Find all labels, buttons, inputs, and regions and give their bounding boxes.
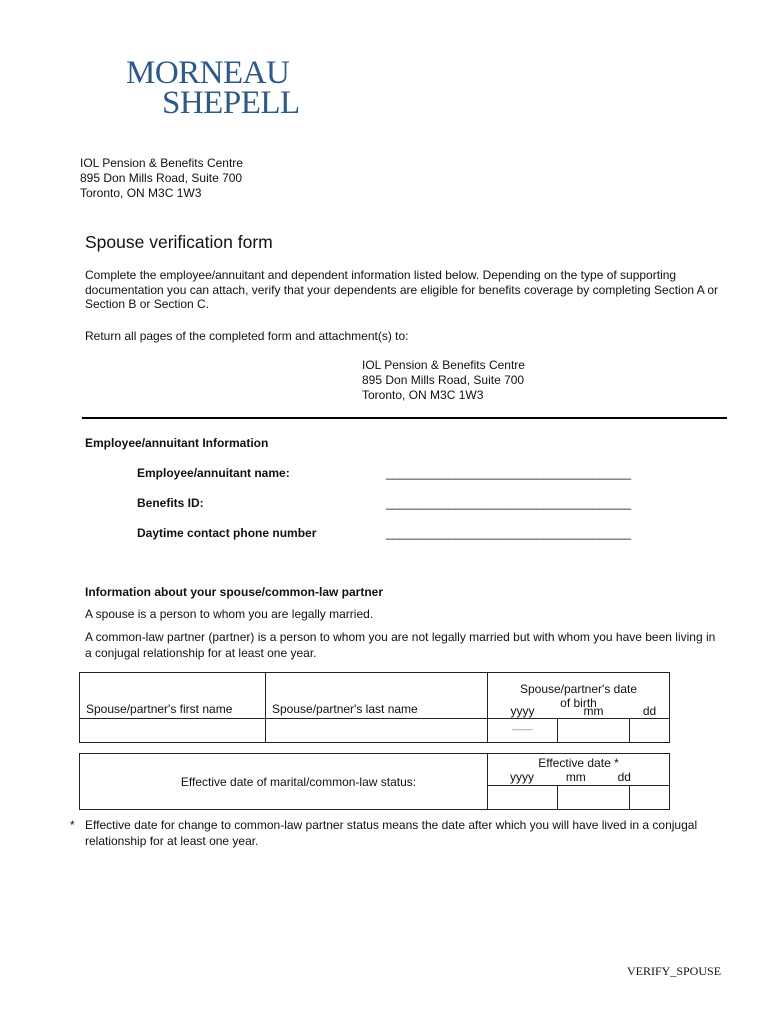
address-line: 895 Don Mills Road, Suite 700 xyxy=(80,171,243,185)
footnote-marker: * xyxy=(70,818,75,832)
benefits-id-label: Benefits ID: xyxy=(137,496,204,510)
employee-section-heading: Employee/annuitant Information xyxy=(85,436,269,450)
effective-date-table xyxy=(79,753,670,810)
intro-paragraph: Complete the employee/annuitant and dependent information listed below. Depending on the type of supporting documentation you can attach, verify that your dependents are eligible for benefits coverage by completing Section A or Section B or Section C. xyxy=(85,268,719,311)
page-title: Spouse verification form xyxy=(85,232,273,252)
effective-date-title: Effective date * xyxy=(538,755,619,770)
employee-name-field[interactable]: _______________________________________ xyxy=(386,466,631,480)
dob-month-label: mm xyxy=(583,704,604,718)
eff-day-label: dd xyxy=(617,769,631,784)
footnote-text: Effective date for change to common-law partner status means the date after which you will have lived in a conjugal relationship for at least one year. xyxy=(85,818,698,848)
dob-day-input[interactable] xyxy=(630,704,670,743)
eff-day-input[interactable] xyxy=(630,786,670,810)
dob-month-input[interactable] xyxy=(558,704,630,743)
form-code: VERIFY_SPOUSE xyxy=(627,964,722,978)
eff-year-label: yyyy xyxy=(510,769,534,784)
company-logo xyxy=(126,55,300,121)
address-line: Toronto, ON M3C 1W3 xyxy=(80,186,202,200)
dob-year-input[interactable] xyxy=(488,704,558,743)
effective-date-label: Effective date of marital/common-law status: xyxy=(80,754,488,810)
phone-field[interactable]: _______________________________________ xyxy=(386,526,631,540)
eff-year-input[interactable] xyxy=(488,786,558,810)
logo-line-2: SHEPELL xyxy=(162,85,300,121)
section-divider xyxy=(82,417,727,419)
dob-year-label: yyyy xyxy=(510,704,535,718)
common-law-definition: A common-law partner (partner) is a person to whom you are not legally married but with whom you have been living in a conjugal relationship for at least one year. xyxy=(85,630,716,660)
first-name-header: Spouse/partner's first name xyxy=(80,673,266,719)
first-name-input[interactable] xyxy=(80,719,266,743)
dob-header: Spouse/partner's date of birth xyxy=(488,673,670,719)
logo-line-1: MORNEAU xyxy=(126,55,290,91)
eff-month-input[interactable] xyxy=(558,786,630,810)
address-line: Toronto, ON M3C 1W3 xyxy=(362,388,484,402)
spouse-section-heading: Information about your spouse/common-law partner xyxy=(85,585,384,599)
last-name-header: Spouse/partner's last name xyxy=(266,673,488,719)
address-line: IOL Pension & Benefits Centre xyxy=(80,156,243,170)
dob-day-label: dd xyxy=(642,704,657,718)
spouse-details-table xyxy=(79,672,670,743)
return-address xyxy=(362,358,525,403)
spouse-definition: A spouse is a person to whom you are legally married. xyxy=(85,607,374,621)
return-instructions: Return all pages of the completed form and attachment(s) to: xyxy=(85,329,409,343)
address-line: 895 Don Mills Road, Suite 700 xyxy=(362,373,525,387)
benefits-id-field[interactable]: _______________________________________ xyxy=(386,496,631,510)
eff-month-label: mm xyxy=(565,769,586,784)
phone-label: Daytime contact phone number xyxy=(137,526,317,540)
dob-year-dash: ____ xyxy=(512,720,533,730)
last-name-input[interactable] xyxy=(266,719,488,743)
header-address xyxy=(80,156,243,201)
employee-name-label: Employee/annuitant name: xyxy=(137,466,290,480)
address-line: IOL Pension & Benefits Centre xyxy=(362,358,525,372)
footnote xyxy=(70,818,720,849)
effective-date-header xyxy=(488,754,670,786)
